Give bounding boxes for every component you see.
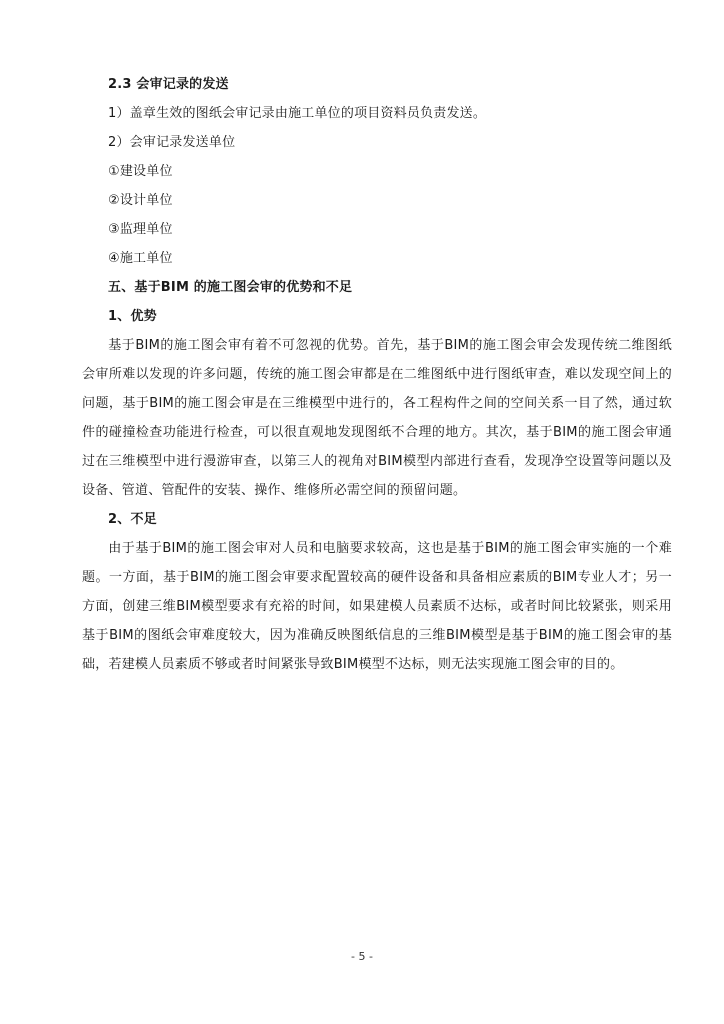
- unit-item-construction: ①建设单位: [108, 164, 173, 179]
- disadvantages-heading: 2、不足: [108, 512, 157, 527]
- page-number: - 5 -: [351, 950, 373, 963]
- unit-item-contractor: ④施工单位: [108, 251, 173, 266]
- section-2-3-heading: 2.3 会审记录的发送: [108, 77, 229, 92]
- unit-item-design: ②设计单位: [108, 193, 173, 208]
- section-5-heading: 五、基于BIM 的施工图会审的优势和不足: [108, 280, 353, 295]
- unit-item-supervision: ③监理单位: [108, 222, 173, 237]
- disadvantages-paragraph: [82, 534, 672, 679]
- advantages-text: 基于BIM的施工图会审有着不可忽视的优势。首先，基于BIM的施工图会审会发现传统二维图纸会审所难以发现的许多问题，传统的施工图会审都是在二维图纸中进行图纸审查，难以发现空间上的问题，基于BIM的施工图会审是在三维模型中进行的，各工程构件之间的空间关系一目了然，通过软件的碰撞检查功能进行检查，可以很直观地发现图纸不合理的地方。其次，基于BIM的施工图会审通过在三维模型中进行漫游审查，以第三人的视角对BIM模型内部进行查看，发现净空设置等问题以及设备、管道、管配件的安装、操作、维修所必需空间的预留问题。: [82, 338, 672, 498]
- advantages-paragraph: [82, 331, 672, 505]
- advantages-heading: 1、优势: [108, 309, 157, 324]
- disadvantages-text: 由于基于BIM的施工图会审对人员和电脑要求较高，这也是基于BIM的施工图会审实施的一个难题。一方面，基于BIM的施工图会审要求配置较高的硬件设备和具备相应素质的BIM专业人才；另一方面，创建三维BIM模型要求有充裕的时间，如果建模人员素质不达标，或者时间比较紧张，则采用基于BIM的图纸会审难度较大，因为准确反映图纸信息的三维BIM模型是基于BIM的施工图会审的基础，若建模人员素质不够或者时间紧张导致BIM模型不达标，则无法实现施工图会审的目的。: [82, 541, 672, 672]
- page-content: [82, 70, 672, 679]
- list-item-2: 2）会审记录发送单位: [108, 135, 236, 150]
- list-item-1: 1）盖章生效的图纸会审记录由施工单位的项目资料员负责发送。: [108, 106, 487, 121]
